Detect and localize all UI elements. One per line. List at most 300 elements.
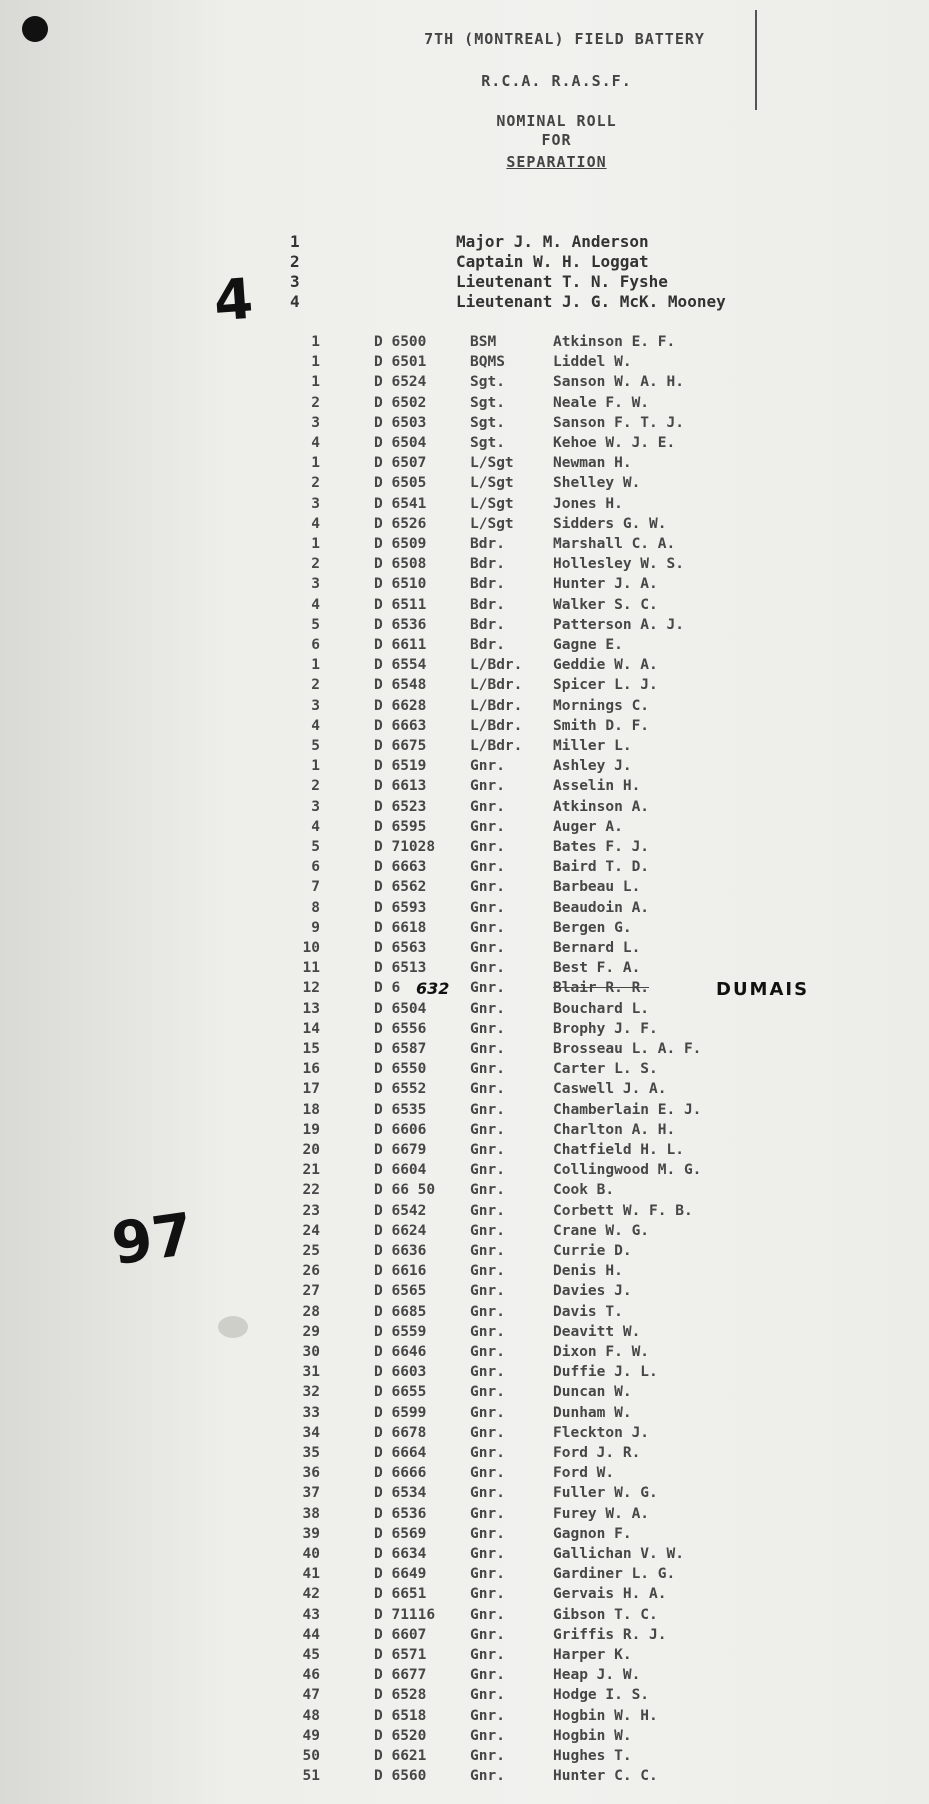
roll-row [0,395,929,415]
soldier-name: Duncan W. [553,1384,632,1400]
entry-number: 6 [311,637,320,653]
ink-smudge [218,1316,248,1338]
service-number: D 6507 [374,455,427,471]
rank: Gnr. [470,1546,505,1562]
service-number: D 6510 [374,576,427,592]
service-number: D 6536 [374,1506,427,1522]
rank: Gnr. [470,1021,505,1037]
rank: Gnr. [470,1384,505,1400]
roll-row [0,597,929,617]
rank: Bdr. [470,556,505,572]
title-line-1: NOMINAL ROLL [496,112,617,130]
service-number: D 6649 [374,1566,427,1582]
rank: L/Sgt [470,496,514,512]
roll-row [0,718,929,738]
rank: Gnr. [470,1708,505,1724]
officer-number: 2 [290,252,300,271]
soldier-name: Barbeau L. [553,879,641,895]
service-number: D 6535 [374,1102,427,1118]
soldier-name: Patterson A. J. [553,617,684,633]
service-number: D 6518 [374,1708,427,1724]
entry-number: 31 [302,1364,320,1380]
soldier-name: Neale F. W. [553,395,650,411]
entry-number: 23 [302,1203,320,1219]
soldier-name: Gervais H. A. [553,1586,667,1602]
entry-number: 42 [302,1586,320,1602]
soldier-name: Spicer L. J. [553,677,658,693]
service-number: D 6562 [374,879,427,895]
soldier-name: Davis T. [553,1304,623,1320]
rank: Gnr. [470,900,505,916]
rank: Gnr. [470,1748,505,1764]
rank: Gnr. [470,940,505,956]
entry-number: 19 [302,1122,320,1138]
rank: Gnr. [470,778,505,794]
rank: L/Sgt [470,455,514,471]
soldier-name: Jones H. [553,496,623,512]
entry-number: 44 [302,1627,320,1643]
entry-number: 48 [302,1708,320,1724]
rank: Gnr. [470,1445,505,1461]
service-number: D 6616 [374,1263,427,1279]
entry-number: 30 [302,1344,320,1360]
roll-row [0,1506,929,1526]
service-number: D 6595 [374,819,427,835]
soldier-name: Bates F. J. [553,839,650,855]
officer-row [0,292,929,314]
roll-row [0,1586,929,1606]
service-number: D 6655 [374,1384,427,1400]
roll-row [0,1384,929,1404]
roll-row [0,1021,929,1041]
soldier-name: Ashley J. [553,758,632,774]
service-number: D 71028 [374,839,436,855]
service-number: D 6513 [374,960,427,976]
officer-number: 4 [290,292,300,311]
officer-number: 1 [290,232,300,251]
entry-number: 15 [302,1041,320,1057]
roll-row [0,879,929,899]
entry-number: 38 [302,1506,320,1522]
rank: Bdr. [470,536,505,552]
entry-number: 17 [302,1081,320,1097]
soldier-name: Caswell J. A. [553,1081,667,1097]
handwritten-replacement-name: DUMAIS [716,979,810,1000]
rank: BSM [470,334,497,350]
service-number: D 6565 [374,1283,427,1299]
service-number: D 6519 [374,758,427,774]
soldier-name: Asselin H. [553,778,641,794]
service-number: D 6511 [374,597,427,613]
roll-row [0,435,929,455]
entry-number: 50 [302,1748,320,1764]
roll-row [0,1122,929,1142]
service-number: D 6646 [374,1344,427,1360]
soldier-name: Sidders G. W. [553,516,667,532]
soldier-name: Auger A. [553,819,623,835]
service-number: D 6552 [374,1081,427,1097]
title-line-2: FOR [541,131,572,149]
soldier-name: Dunham W. [553,1405,632,1421]
soldier-name: Charlton A. H. [553,1122,676,1138]
roll-row [0,1344,929,1364]
service-number: D 6607 [374,1627,427,1643]
roll-row [0,819,929,839]
service-number: D 6666 [374,1465,427,1481]
roll-row [0,1425,929,1445]
soldier-name: Bernard L. [553,940,641,956]
service-number: D 6 [374,980,401,996]
roll-row [0,475,929,495]
service-number: D 6636 [374,1243,427,1259]
rank: Gnr. [470,859,505,875]
service-number: D 6520 [374,1728,427,1744]
soldier-name: Hodge I. S. [553,1687,650,1703]
entry-number: 22 [302,1182,320,1198]
service-number: D 6664 [374,1445,427,1461]
rank: L/Sgt [470,516,514,532]
roll-row [0,1627,929,1647]
rank: Bdr. [470,597,505,613]
rank: Gnr. [470,1768,505,1784]
rank: Gnr. [470,1203,505,1219]
service-number: D 6593 [374,900,427,916]
rank: Gnr. [470,758,505,774]
soldier-name: Bergen G. [553,920,632,936]
roll-row [0,1102,929,1122]
entry-number: 4 [311,435,320,451]
rank: Sgt. [470,435,505,451]
soldier-name: Collingwood M. G. [553,1162,702,1178]
rank: Gnr. [470,960,505,976]
soldier-name: Currie D. [553,1243,632,1259]
rank: Gnr. [470,1607,505,1623]
roll-row [0,758,929,778]
soldier-name: Smith D. F. [553,718,650,734]
service-number: D 6550 [374,1061,427,1077]
roll-row [0,637,929,657]
service-number: D 6606 [374,1122,427,1138]
rank: Gnr. [470,1001,505,1017]
entry-number: 37 [302,1485,320,1501]
entry-number: 51 [302,1768,320,1784]
entry-number: 11 [302,960,320,976]
service-number: D 6613 [374,778,427,794]
rank: Gnr. [470,1586,505,1602]
entry-number: 47 [302,1687,320,1703]
roll-row [0,496,929,516]
roll-row [0,940,929,960]
soldier-name: Sanson F. T. J. [553,415,684,431]
service-number: D 6524 [374,374,427,390]
entry-number: 6 [311,859,320,875]
service-number: D 6556 [374,1021,427,1037]
margin-line [755,10,757,110]
entry-number: 43 [302,1607,320,1623]
roll-row [0,1485,929,1505]
rank: Gnr. [470,1405,505,1421]
entry-number: 1 [311,455,320,471]
entry-number: 5 [311,839,320,855]
soldier-name: Geddie W. A. [553,657,658,673]
service-number: D 6502 [374,395,427,411]
soldier-name: Hunter J. A. [553,576,658,592]
service-number: D 6528 [374,1687,427,1703]
roll-row [0,1768,929,1788]
rank: Gnr. [470,1627,505,1643]
punch-hole [22,16,48,42]
soldier-name: Duffie J. L. [553,1364,658,1380]
entry-number: 46 [302,1667,320,1683]
entry-number: 3 [311,415,320,431]
rank: Gnr. [470,1122,505,1138]
entry-number: 40 [302,1546,320,1562]
service-number: D 6663 [374,859,427,875]
soldier-name: Furey W. A. [553,1506,650,1522]
service-number: D 6678 [374,1425,427,1441]
rank: Gnr. [470,1041,505,1057]
roll-row [0,1708,929,1728]
service-number: D 6523 [374,799,427,815]
roll-row [0,1526,929,1546]
rank: Gnr. [470,1061,505,1077]
roll-row [0,920,929,940]
rank: Gnr. [470,1364,505,1380]
service-number: D 6509 [374,536,427,552]
soldier-name: Crane W. G. [553,1223,650,1239]
roll-row [0,1465,929,1485]
service-number: D 6542 [374,1203,427,1219]
rank: Gnr. [470,819,505,835]
entry-number: 3 [311,799,320,815]
soldier-name: Fleckton J. [553,1425,650,1441]
soldier-name: Gardiner L. G. [553,1566,676,1582]
soldier-name: Dixon F. W. [553,1344,650,1360]
rank: L/Bdr. [470,657,523,673]
entry-number: 26 [302,1263,320,1279]
rank: Bdr. [470,576,505,592]
service-number: D 6554 [374,657,427,673]
soldier-name: Blair R. R. [553,980,650,996]
soldier-name: Bouchard L. [553,1001,650,1017]
entry-number: 33 [302,1405,320,1421]
service-number: D 6508 [374,556,427,572]
roll-row [0,1728,929,1748]
soldier-name: Ford J. R. [553,1445,641,1461]
soldier-name: Hollesley W. S. [553,556,684,572]
entry-number: 45 [302,1647,320,1663]
rank: Gnr. [470,799,505,815]
entry-number: 20 [302,1142,320,1158]
rank: Gnr. [470,1304,505,1320]
officer-row [0,272,929,294]
roll-row [0,698,929,718]
rank: BQMS [470,354,505,370]
entry-number: 1 [311,334,320,350]
soldier-name: Heap J. W. [553,1667,641,1683]
entry-number: 7 [311,879,320,895]
soldier-name: Atkinson E. F. [553,334,676,350]
service-number: D 6621 [374,1748,427,1764]
rank: Gnr. [470,1263,505,1279]
roll-row [0,1162,929,1182]
service-number: D 6559 [374,1324,427,1340]
entry-number: 10 [302,940,320,956]
rank: L/Bdr. [470,698,523,714]
rank: Gnr. [470,1667,505,1683]
soldier-name: Deavitt W. [553,1324,641,1340]
roll-row [0,455,929,475]
roll-row [0,1607,929,1627]
service-number: D 6563 [374,940,427,956]
service-number: D 6534 [374,1485,427,1501]
rank: Gnr. [470,1728,505,1744]
entry-number: 27 [302,1283,320,1299]
handwritten-margin-number: 4 [211,266,256,335]
roll-row [0,334,929,354]
soldier-name: Griffis R. J. [553,1627,667,1643]
entry-number: 2 [311,778,320,794]
service-number: D 6569 [374,1526,427,1542]
officer-name: Major J. M. Anderson [456,232,649,251]
entry-number: 2 [311,677,320,693]
soldier-name: Cook B. [553,1182,615,1198]
service-number: D 6501 [374,354,427,370]
soldier-name: Mornings C. [553,698,650,714]
roll-row [0,354,929,374]
roll-row [0,738,929,758]
roll-row [0,1142,929,1162]
soldier-name: Gibson T. C. [553,1607,658,1623]
officer-row [0,232,929,254]
rank: Gnr. [470,1687,505,1703]
entry-number: 5 [311,738,320,754]
roll-row [0,1182,929,1202]
entry-number: 9 [311,920,320,936]
service-number: D 6634 [374,1546,427,1562]
service-number: D 6504 [374,435,427,451]
service-number: D 6611 [374,637,427,653]
entry-number: 3 [311,698,320,714]
soldier-name: Gallichan V. W. [553,1546,684,1562]
entry-number: 5 [311,617,320,633]
entry-number: 1 [311,374,320,390]
soldier-name: Hogbin W. [553,1728,632,1744]
service-number: D 6560 [374,1768,427,1784]
rank: Gnr. [470,1485,505,1501]
soldier-name: Gagnon F. [553,1526,632,1542]
service-number: D 6536 [374,617,427,633]
soldier-name: Marshall C. A. [553,536,676,552]
soldier-name: Harper K. [553,1647,632,1663]
officer-number: 3 [290,272,300,291]
service-number: D 6624 [374,1223,427,1239]
roll-row [0,1445,929,1465]
soldier-name: Kehoe W. J. E. [553,435,676,451]
rank: Gnr. [470,1142,505,1158]
roll-row [0,374,929,394]
soldier-name: Hughes T. [553,1748,632,1764]
entry-number: 18 [302,1102,320,1118]
roll-row [0,1748,929,1768]
roll-row [0,960,929,980]
service-number: D 6541 [374,496,427,512]
rank: Gnr. [470,920,505,936]
rank: L/Bdr. [470,677,523,693]
roll-row [0,657,929,677]
rank: Gnr. [470,1182,505,1198]
roll-row [0,1324,929,1344]
roll-row [0,536,929,556]
roll-row [0,900,929,920]
soldier-name: Liddel W. [553,354,632,370]
entry-number: 25 [302,1243,320,1259]
soldier-name: Shelley W. [553,475,641,491]
roll-row [0,1364,929,1384]
entry-number: 28 [302,1304,320,1320]
soldier-name: Gagne E. [553,637,623,653]
soldier-name: Atkinson A. [553,799,650,815]
roll-row [0,1304,929,1324]
rank: Gnr. [470,1102,505,1118]
unit-heading: 7TH (MONTREAL) FIELD BATTERY [424,30,705,48]
roll-row [0,1405,929,1425]
entry-number: 2 [311,475,320,491]
entry-number: 32 [302,1384,320,1400]
entry-number: 35 [302,1445,320,1461]
entry-number: 1 [311,657,320,673]
service-number: D 6504 [374,1001,427,1017]
rank: Gnr. [470,1465,505,1481]
service-number: D 6603 [374,1364,427,1380]
roll-row [0,617,929,637]
soldier-name: Davies J. [553,1283,632,1299]
rank: L/Bdr. [470,718,523,734]
roll-row [0,516,929,536]
soldier-name: Ford W. [553,1465,615,1481]
entry-number: 14 [302,1021,320,1037]
rank: Sgt. [470,415,505,431]
service-number: D 6677 [374,1667,427,1683]
roll-row [0,556,929,576]
service-number: D 6604 [374,1162,427,1178]
roll-row [0,778,929,798]
officer-row [0,252,929,274]
soldier-name: Hunter C. C. [553,1768,658,1784]
handwritten-margin-mark: 97 [107,1199,198,1279]
entry-number: 2 [311,395,320,411]
entry-number: 4 [311,597,320,613]
roll-row [0,677,929,697]
soldier-name: Newman H. [553,455,632,471]
officer-name: Lieutenant T. N. Fyshe [456,272,668,291]
roll-row [0,415,929,435]
roll-row [0,1667,929,1687]
rank: Sgt. [470,374,505,390]
service-number: D 6599 [374,1405,427,1421]
roll-row [0,1566,929,1586]
soldier-name: Fuller W. G. [553,1485,658,1501]
rank: Gnr. [470,1223,505,1239]
rank: L/Bdr. [470,738,523,754]
entry-number: 41 [302,1566,320,1582]
officer-name: Lieutenant J. G. McK. Mooney [456,292,726,311]
entry-number: 39 [302,1526,320,1542]
entry-number: 49 [302,1728,320,1744]
roll-row [0,839,929,859]
soldier-name: Baird T. D. [553,859,650,875]
service-number: D 71116 [374,1607,436,1623]
